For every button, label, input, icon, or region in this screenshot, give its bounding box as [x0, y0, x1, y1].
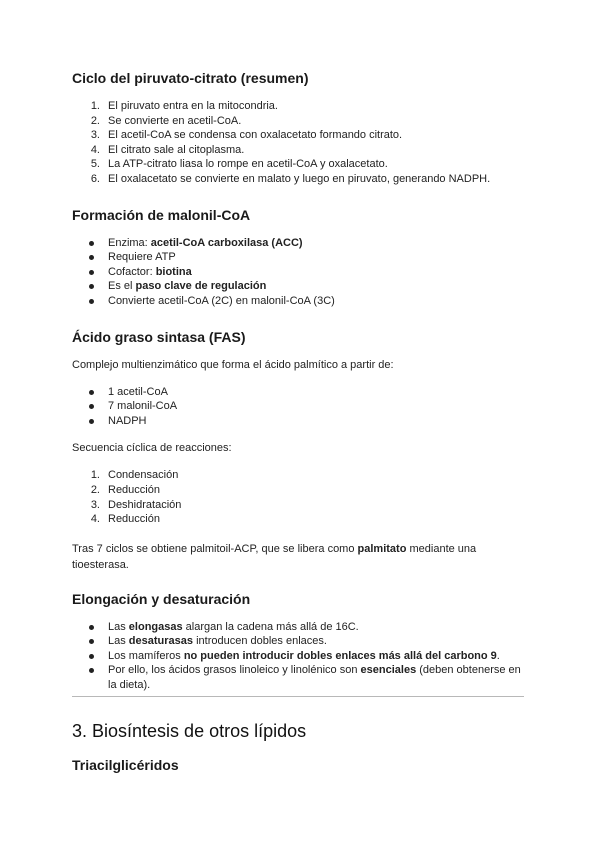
- fas-substrates-list: [72, 385, 528, 429]
- section-heading-elongacion: Elongación y desaturación: [72, 590, 251, 607]
- page-content: [72, 70, 528, 693]
- list-item: 5. La ATP-citrato liasa lo rompe en acetil-CoA y oxalacetato.: [90, 158, 388, 171]
- fas-reactions-list: [72, 468, 528, 526]
- list-item: 4. Reducción: [90, 513, 160, 526]
- bullet-icon: [89, 299, 94, 304]
- list-item: Las elongasas alargan la cadena más allá de 16C.: [72, 620, 528, 635]
- list-item: 1. El piruvato entra en la mitocondria.: [90, 100, 278, 112]
- section-heading-piruvato: Ciclo del piruvato-citrato (resumen): [72, 70, 309, 86]
- list-item: 1. Condensación: [90, 469, 179, 482]
- list-item: Convierte acetil-CoA (2C) en malonil-CoA (3C): [72, 294, 528, 309]
- list-item: Enzima: acetil-CoA carboxilasa (ACC): [72, 236, 528, 251]
- bullet-icon: [89, 404, 94, 409]
- list-item: 6. El oxalacetato se convierte en malato y luego en piruvato, generando NADPH.: [90, 172, 491, 185]
- list-item: Por ello, los ácidos grasos linoleico y linolénico son esenciales (deben obtenerse en la dieta).: [72, 663, 528, 692]
- fas-sequence-intro: Secuencia cíclica de reacciones:: [72, 442, 232, 455]
- bullet-icon: [89, 625, 94, 630]
- list-item: Las desaturasas introducen dobles enlaces.: [72, 634, 528, 649]
- subheading-triacilgliceridos: Triacilglicéridos: [72, 757, 179, 773]
- list-item: NADPH: [72, 414, 528, 429]
- list-item: Es el paso clave de regulación: [72, 279, 528, 294]
- section-divider: [72, 696, 524, 697]
- section-heading-fas: Ácido graso sintasa (FAS): [72, 328, 246, 345]
- section-heading-malonil: Formación de malonil-CoA: [72, 206, 251, 223]
- piruvato-steps-list: [72, 99, 528, 187]
- bullet-icon: [89, 419, 94, 424]
- list-item: 7 malonil-CoA: [72, 399, 528, 414]
- bullet-icon: [89, 255, 94, 260]
- list-item: Requiere ATP: [72, 250, 528, 265]
- bullet-icon: [89, 639, 94, 644]
- bullet-icon: [89, 270, 94, 275]
- bullet-icon: [89, 390, 94, 395]
- list-item: 2. Se convierte en acetil-CoA.: [90, 114, 242, 127]
- bullet-icon: [89, 654, 94, 659]
- bullet-icon: [89, 668, 94, 673]
- malonil-list: [72, 236, 528, 309]
- chapter-title: 3. Biosíntesis de otros lípidos: [72, 721, 307, 741]
- list-item: Cofactor: biotina: [72, 265, 528, 280]
- fas-intro: Complejo multienzimático que forma el ácido palmítico a partir de:: [72, 358, 394, 371]
- bullet-icon: [89, 241, 94, 246]
- list-item: 2. Reducción: [90, 483, 160, 496]
- list-item: 4. El citrato sale al citoplasma.: [90, 143, 245, 156]
- list-item: Los mamíferos no pueden introducir dobles enlaces más allá del carbono 9.: [72, 649, 528, 664]
- list-item: 1 acetil-CoA: [72, 385, 528, 400]
- elongacion-list: [72, 620, 528, 693]
- list-item: 3. Deshidratación: [90, 498, 182, 511]
- bullet-icon: [89, 284, 94, 289]
- list-item: 3. El acetil-CoA se condensa con oxalacetato formando citrato.: [90, 129, 403, 142]
- fas-outro: Tras 7 ciclos se obtiene palmitoil-ACP, que se libera como palmitato mediante una tioesterasa.: [72, 542, 477, 571]
